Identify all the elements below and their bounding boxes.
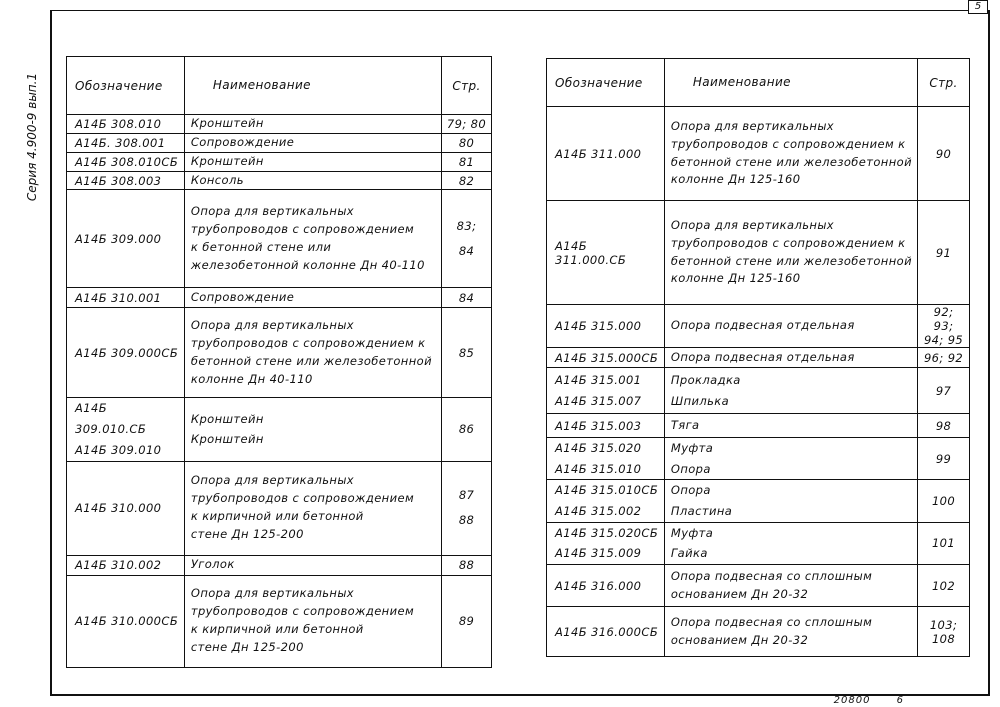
table-row [547, 522, 970, 564]
row-name [184, 152, 441, 171]
row-page-line: 88 [458, 513, 475, 527]
sheet-number: 5 [968, 0, 988, 14]
row-name [184, 555, 441, 575]
row-name-line: стене Дн 125-200 [190, 526, 304, 541]
row-designation [67, 461, 185, 555]
row-page-line: 83; [456, 218, 477, 233]
row-designation [547, 522, 665, 564]
row-designation-line: А14Б 315.020 [555, 441, 642, 455]
row-name-line: Кронштейн [190, 432, 264, 447]
row-name-line: бетонной стене или железобетонной [670, 154, 912, 169]
row-name-line: Опора для вертикальных [190, 318, 355, 333]
table-row [547, 305, 970, 348]
row-designation [547, 305, 665, 348]
row-page-line: 88 [458, 558, 475, 572]
row-page [918, 522, 970, 564]
row-name-line: трубопроводов с сопровождением к [670, 136, 906, 151]
row-page-line: 79; 80 [446, 116, 487, 131]
row-designation [547, 107, 665, 201]
row-page-line: 103; [929, 617, 958, 632]
row-page-line: 101 [931, 536, 956, 551]
row-designation-line: А14Б 310.001 [75, 290, 162, 305]
header-designation: Обозначение [547, 59, 665, 107]
table-row [547, 565, 970, 607]
row-page-line: 99 [935, 451, 952, 466]
header-name: Наименование [664, 59, 917, 107]
row-page [442, 575, 492, 667]
table-row [67, 308, 492, 398]
right-spec-table [546, 58, 970, 657]
row-page-line: 80 [458, 135, 475, 150]
row-designation [547, 414, 665, 438]
row-page [918, 565, 970, 607]
row-page-line: 81 [458, 154, 475, 169]
row-name [184, 308, 441, 398]
table-row [67, 152, 492, 171]
header-designation: Обозначение [67, 57, 185, 115]
row-designation-line: А14Б 316.000СБ [555, 624, 659, 639]
row-name-line: Прокладка [670, 372, 741, 387]
table-row [67, 288, 492, 308]
row-designation-line: А14Б 315.003 [555, 418, 642, 433]
series-label: Серия 4.900-9 вып.1 [25, 72, 39, 202]
row-name-line: Кронштейн [190, 411, 264, 426]
right-header-row [547, 59, 970, 107]
row-designation [67, 308, 185, 398]
row-designation-line: А14Б 309.000 [75, 231, 162, 246]
table-row [547, 480, 970, 522]
row-designation [67, 288, 185, 308]
table-row [67, 461, 492, 555]
row-designation [67, 575, 185, 667]
row-name [184, 115, 441, 134]
row-designation-line: А14Б 309.010.СБ [75, 401, 147, 437]
row-name-line: Опора подвесная отдельная [670, 318, 855, 333]
row-name-line: трубопроводов с сопровождением [190, 222, 415, 237]
row-page [918, 348, 970, 368]
row-designation-line: А14Б 311.000 [555, 146, 642, 161]
row-name-line: Кронштейн [190, 153, 264, 168]
row-name-line: трубопроводов с сопровождением [190, 491, 415, 506]
row-page [918, 368, 970, 414]
row-name-line: Опора для вертикальных [190, 586, 355, 601]
row-name-line: Опора подвесная отдельная [670, 349, 855, 364]
row-page-line: 100 [931, 494, 956, 509]
row-page [442, 171, 492, 190]
row-name-line: Опора подвесная со сплошным [670, 614, 873, 629]
row-page [918, 305, 970, 348]
row-name-line: железобетонной колонне Дн 40-110 [190, 257, 425, 272]
row-designation-line: А14Б 315.002 [555, 504, 642, 519]
row-name-line: к бетонной стене или [190, 239, 332, 254]
row-designation [547, 201, 665, 305]
row-name [664, 368, 917, 414]
row-name [664, 305, 917, 348]
row-name-line: к кирпичной или бетонной [190, 622, 364, 636]
row-designation-line: А14Б 315.009 [555, 546, 642, 561]
table-row [67, 575, 492, 667]
row-designation-line: А14Б. 308.001 [75, 135, 166, 150]
row-name-line: Тяга [670, 417, 700, 432]
archive-number: 20800 [833, 695, 871, 706]
row-page [918, 480, 970, 522]
row-designation [547, 607, 665, 657]
row-page-line: 108 [931, 631, 956, 646]
row-name-line: Опора для вертикальных [670, 217, 835, 232]
row-name-line: колонне Дн 125-160 [670, 172, 801, 187]
row-name-line: Шпилька [670, 393, 730, 408]
row-page [918, 107, 970, 201]
row-page [442, 190, 492, 288]
table-row [547, 201, 970, 305]
row-name-line: Кронштейн [190, 116, 264, 130]
row-name [664, 107, 917, 201]
row-page [442, 152, 492, 171]
row-page-line: 96; 92 [923, 350, 964, 365]
row-name [664, 414, 917, 438]
row-name [664, 438, 917, 480]
row-page-line: 84 [458, 243, 475, 258]
row-page-line: 97 [935, 383, 952, 398]
row-name [184, 461, 441, 555]
row-page [442, 308, 492, 398]
row-designation-line: А14Б 311.000.СБ [555, 238, 627, 267]
row-name [664, 348, 917, 368]
row-page [918, 607, 970, 657]
row-name-line: к кирпичной или бетонной [190, 509, 364, 523]
row-name-line: Уголок [190, 557, 235, 572]
row-name [184, 133, 441, 152]
table-row [67, 115, 492, 134]
row-designation-line: А14Б 308.003 [75, 173, 162, 188]
archive-stamp [812, 695, 904, 706]
row-designation-line: А14Б 308.010СБ [75, 154, 179, 169]
table-row [547, 348, 970, 368]
row-name-line: бетонной стене или железобетонной [190, 353, 432, 368]
row-name-line: Опора [670, 461, 711, 476]
row-name-line: Консоль [190, 172, 244, 187]
row-designation [67, 190, 185, 288]
row-designation-line: А14Б 315.010 [555, 461, 642, 476]
row-name-line: Опора для вертикальных [190, 204, 355, 219]
row-name-line: трубопроводов с сопровождением к [190, 336, 426, 351]
row-name-line: Опора для вертикальных [190, 473, 355, 488]
row-designation [547, 348, 665, 368]
row-name-line: Пластина [670, 504, 733, 519]
row-page [442, 555, 492, 575]
left-spec-table [66, 56, 492, 668]
row-page-line: 102 [931, 578, 956, 593]
left-header-row [67, 57, 492, 115]
row-designation-line: А14Б 315.020СБ [555, 525, 659, 540]
row-designation [67, 115, 185, 134]
row-designation [67, 152, 185, 171]
row-page-line: 91 [935, 245, 952, 260]
row-name-line: Сопровождение [190, 134, 295, 149]
row-page [442, 115, 492, 134]
table-row [67, 171, 492, 190]
row-designation-line: А14Б 315.010СБ [555, 483, 659, 498]
row-name [664, 522, 917, 564]
row-designation-line: А14Б 315.001 [555, 372, 642, 387]
row-page-line: 98 [935, 418, 952, 433]
row-name-line: Муфта [670, 441, 714, 455]
table-row [67, 190, 492, 288]
row-designation-line: А14Б 316.000 [555, 578, 642, 593]
row-name-line: трубопроводов с сопровождением к [670, 235, 906, 250]
row-page [442, 133, 492, 152]
row-name-line: Сопровождение [190, 290, 295, 305]
row-name-line: трубопроводов с сопровождением [190, 604, 415, 619]
row-designation-line: А14Б 309.010 [75, 442, 162, 457]
row-name [184, 171, 441, 190]
table-row [67, 398, 492, 461]
row-designation-line: А14Б 315.000 [555, 319, 642, 333]
row-name-line: Опора подвесная со сплошным [670, 568, 873, 583]
table-row [547, 607, 970, 657]
header-page: Стр. [442, 57, 492, 115]
row-designation [67, 555, 185, 575]
row-name-line: Гайка [670, 546, 708, 561]
row-designation-line: А14Б 310.002 [75, 558, 162, 572]
row-name-line: основанием Дн 20-32 [670, 586, 809, 601]
row-designation-line: А14Б 310.000 [75, 501, 162, 515]
row-designation [67, 133, 185, 152]
row-page [442, 288, 492, 308]
row-designation [547, 565, 665, 607]
row-name [664, 565, 917, 607]
row-page-line: 92; 93; [933, 305, 954, 333]
row-designation [547, 438, 665, 480]
row-designation-line: А14Б 309.000СБ [75, 345, 179, 360]
row-designation [547, 368, 665, 414]
row-name-line: Муфта [670, 525, 714, 540]
row-page [442, 398, 492, 461]
row-designation [67, 171, 185, 190]
table-row [547, 107, 970, 201]
row-page-line: 94; 95 [923, 333, 964, 347]
row-page-line: 86 [458, 422, 475, 437]
row-designation-line: А14Б 308.010 [75, 116, 162, 131]
row-page-line: 89 [458, 614, 475, 628]
row-designation-line: А14Б 310.000СБ [75, 614, 179, 628]
table-row [547, 438, 970, 480]
row-name [184, 575, 441, 667]
row-page [442, 461, 492, 555]
row-name-line: колонне Дн 40-110 [190, 371, 313, 386]
page-number: 6 [896, 695, 904, 706]
header-name: Наименование [184, 57, 441, 115]
row-page-line: 90 [935, 146, 952, 161]
row-name-line: Опора для вертикальных [670, 118, 835, 133]
row-name-line: стене Дн 125-200 [190, 639, 304, 654]
row-page-line: 84 [458, 290, 475, 305]
row-name-line: колонне Дн 125-160 [670, 271, 801, 286]
row-name [184, 398, 441, 461]
row-designation [547, 480, 665, 522]
row-page [918, 201, 970, 305]
row-name [664, 607, 917, 657]
table-row [67, 555, 492, 575]
row-page-line: 87 [458, 487, 475, 502]
table-row [547, 414, 970, 438]
row-page-line: 85 [458, 345, 475, 360]
row-name [184, 190, 441, 288]
row-name [184, 288, 441, 308]
row-page [918, 438, 970, 480]
row-designation-line: А14Б 315.000СБ [555, 350, 659, 365]
row-designation [67, 398, 185, 461]
table-row [67, 133, 492, 152]
row-name [664, 201, 917, 305]
row-name-line: бетонной стене или железобетонной [670, 253, 912, 268]
row-page [918, 414, 970, 438]
row-name-line: Опора [670, 483, 711, 498]
row-name-line: основанием Дн 20-32 [670, 632, 809, 647]
row-page-line: 82 [458, 173, 475, 188]
row-name [664, 480, 917, 522]
header-page: Стр. [918, 59, 970, 107]
row-designation-line: А14Б 315.007 [555, 393, 642, 408]
table-row [547, 368, 970, 414]
